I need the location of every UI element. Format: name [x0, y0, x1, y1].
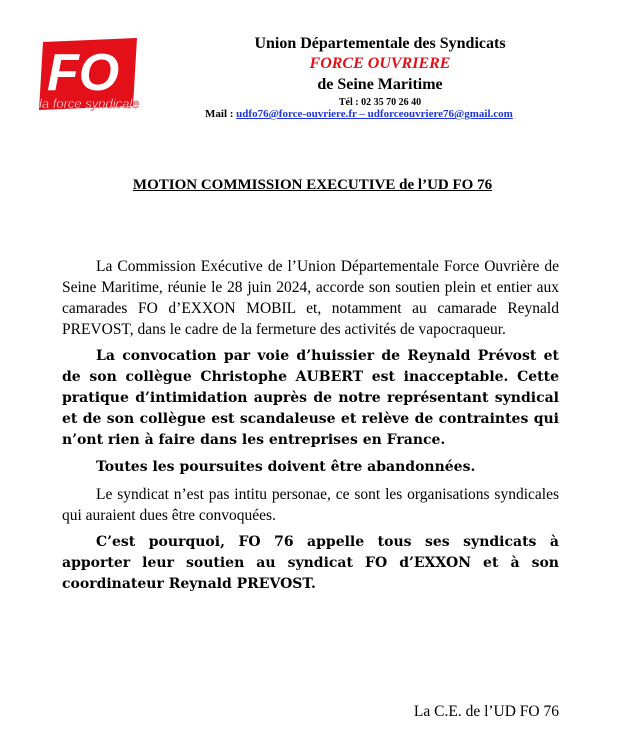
logo-mark: FO [47, 44, 120, 102]
paragraph-support: La Commission Exécutive de l’Union Départementale Force Ouvrière de Seine Maritime, réunie le 28 juin 2024, accorde son soutien plein et entier aux camarades FO d’EXXON MOBIL et, notamment au camarade Reynald PREVOST, dans le cadre de la fermeture des activités de vapocraqueur. [62, 258, 559, 338]
fo-logo [33, 36, 143, 114]
paragraph-appel: C’est pourquoi, FO 76 appelle tous ses syndicats à apporter leur soutien au syndicat FO d’EXXON et à son coordinateur Reynald PREVOST. [62, 534, 559, 592]
paragraph-poursuites: Toutes les poursuites doivent être abandonnées. [96, 459, 476, 475]
fo-name: FORCE OUVRIERE [309, 55, 451, 72]
mail-links[interactable]: udfo76@force-ouvriere.fr – udforceouvriere76@gmail.com [236, 108, 513, 120]
paragraph-syndicat: Le syndicat n’est pas intitu personae, ce sont les organisations syndicales qui auraient dues être convoquées. [62, 486, 559, 524]
logo-tagline: la force syndicale [39, 96, 140, 111]
mail-label: Mail : [205, 108, 234, 120]
department: de Seine Maritime [317, 76, 443, 93]
letterhead [200, 34, 560, 110]
org-name: Union Départementale des Syndicats [254, 35, 506, 52]
telephone: Tél : 02 35 70 26 40 [338, 97, 422, 108]
document-title: MOTION COMMISSION EXECUTIVE de l’UD FO 76 [132, 177, 493, 193]
signature: La C.E. de l’UD FO 76 [413, 703, 559, 720]
fo-logo-icon [33, 36, 143, 114]
motion-body [62, 256, 559, 601]
mail-line [205, 108, 513, 120]
paragraph-convocation: La convocation par voie d’huissier de Reynald Prévost et de son collègue Christophe AUBERT est inacceptable. Cette pratique d’intimidation auprès de notre représentant syndical et de son collègue est scandaleuse et relève de contraintes qui n’ont rien à faire dans les entreprises en France. [62, 348, 559, 448]
